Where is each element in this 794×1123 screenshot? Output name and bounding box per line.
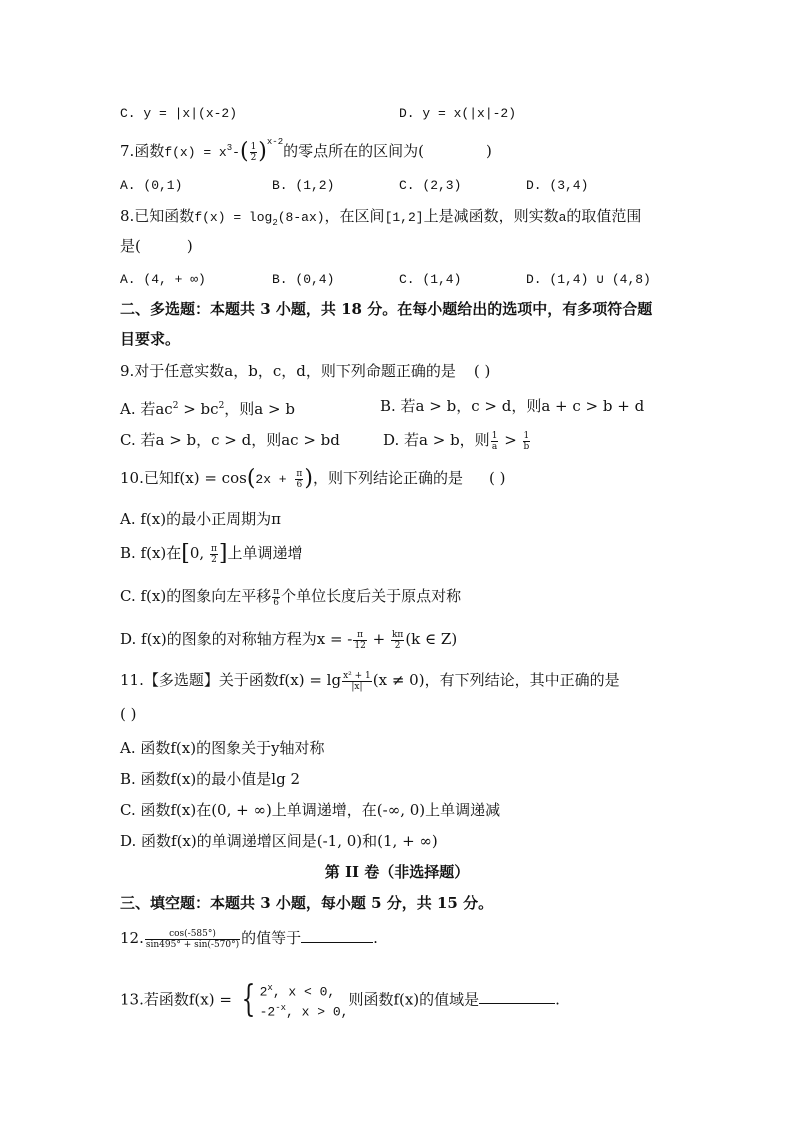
q6-option-d: D. y = x(|x|-2) [399, 106, 517, 121]
q9-a-exp2: 2 [218, 401, 225, 411]
q7-open-paren: ( [239, 139, 249, 164]
q9-d-frac1-num: 1 [491, 430, 498, 441]
q11-answer-paren: ( ) [120, 705, 137, 723]
q7-fraction [250, 142, 258, 163]
q13-cases [260, 980, 349, 1021]
q10-answer-paren: ( ) [488, 469, 506, 487]
q11-option-b: B. 函数f(x)的最小值是lg 2 [120, 770, 300, 788]
section2-title-line1: 二、多选题：本题共 3 小题，共 18 分。在每小题给出的选项中，有多项符合题 [120, 300, 653, 318]
q7-number: 7. [120, 142, 135, 160]
q8-log-base: 2 [272, 218, 278, 228]
q13-case2-cond: , x > 0, [286, 1004, 349, 1020]
q7-stem [120, 138, 492, 163]
q13-case1 [260, 980, 349, 1000]
q11-option-a: A. 函数f(x)的图象关于y轴对称 [120, 739, 325, 757]
q13-prefix: 13.若函数f(x) = [120, 990, 237, 1009]
q7-option-d: D. (3,4) [526, 178, 589, 193]
q10-pi-den: 6 [296, 479, 303, 490]
q10-open-paren: ( [246, 466, 256, 491]
q10-c-part2: 个单位长度后关于原点对称 [281, 587, 462, 605]
q10-c-part1: C. f(x)的图象向左平移 [120, 587, 272, 605]
q7-option-c: C. (2,3) [399, 178, 462, 193]
q10-d-frac2 [391, 630, 404, 651]
q9-option-d [383, 430, 531, 452]
q10-d-frac1 [353, 630, 366, 651]
q8-text-c: 上是减函数，则实数 [423, 207, 559, 225]
q8-prefix: 8.已知函数 [120, 207, 195, 225]
q7-exp3: 3 [226, 143, 233, 153]
q9-a-part2: > bc [178, 400, 219, 418]
q10-b-close-bracket: ] [218, 541, 228, 566]
q10-stem-part2: ，则下列结论正确的是 [312, 469, 463, 487]
q13-case2 [260, 1000, 349, 1020]
q12-stem [120, 928, 378, 950]
q9-d-frac1-den: a [491, 441, 498, 452]
q7-frac-num: 1 [250, 141, 257, 152]
q8-option-b: B. (0,4) [272, 272, 335, 287]
q8-option-d: D. (1,4) ∪ (4,8) [526, 272, 651, 287]
q8-line2: 是( [120, 237, 141, 255]
q10-inner: 2x + [255, 472, 295, 487]
q11-stem-part1: 11.【多选题】关于函数f(x) = lg [120, 671, 342, 689]
q10-close-paren: ) [304, 466, 313, 491]
q7-answer-paren: ) [485, 142, 492, 160]
q13-brace: { [241, 979, 256, 1021]
q10-b-part1: B. f(x)在 [120, 544, 182, 562]
q11-option-c: C. 函数f(x)在(0, + ∞)上单调递增，在(-∞, 0)上单调递减 [120, 801, 501, 819]
q10-option-c [120, 586, 461, 608]
q9-d-frac2-num: 1 [523, 430, 530, 441]
q10-c-pi-den: 6 [273, 597, 280, 608]
q10-option-a: A. f(x)的最小正周期为π [120, 510, 281, 528]
q10-b-interval-start: 0, [189, 544, 209, 562]
q9-d-part1: D. 若a > b，则 [383, 431, 490, 449]
q9-option-c: C. 若a > b，c > d，则ac > bd [120, 431, 340, 449]
q7-prefix: 函数 [134, 142, 165, 160]
q8-answer-paren: ) [186, 237, 193, 255]
q11-frac-den: |x| [351, 681, 363, 692]
q10-d-frac1-den: 12 [354, 640, 366, 651]
q10-c-frac [272, 587, 280, 608]
q13-end: . [555, 990, 560, 1009]
q12-frac-den: sin495° + sin(-570°) [145, 939, 240, 950]
q7-frac-den: 2 [250, 152, 257, 163]
q13-case1-base: 2 [259, 984, 268, 1000]
q13-suffix: 则函数f(x)的值域是 [348, 990, 480, 1009]
q13-case1-exp: x [267, 983, 273, 993]
q8-option-a: A. (4, + ∞) [120, 272, 206, 287]
q7-exponent: x-2 [266, 137, 284, 147]
q11-frac [342, 671, 372, 692]
q6-option-c: C. y = |x|(x-2) [120, 106, 238, 121]
section3-title: 三、填空题：本题共 3 小题，每小题 5 分，共 15 分。 [120, 894, 494, 912]
q7-option-b: B. (1,2) [272, 178, 335, 193]
q7-minus: - [232, 145, 240, 160]
q10-b-open-bracket: [ [181, 541, 190, 566]
q8-text-d: 的取值范围 [566, 207, 642, 225]
q10-stem [120, 468, 505, 490]
q8-text-b: ，在区间 [324, 207, 385, 225]
q7-function: f(x) = x [164, 145, 227, 160]
part2-title: 第 II 卷（非选择题） [324, 863, 470, 881]
q8-stem-line2 [120, 236, 193, 256]
q11-stem [120, 670, 620, 692]
q9-a-part1: A. 若ac [120, 400, 173, 418]
q10-d-plus: + [367, 630, 390, 648]
q11-frac-num: x² + 1 [343, 670, 371, 681]
q7-close-paren: ) [258, 139, 267, 164]
q8-function: f(x) = log [194, 210, 273, 225]
q12-suffix: 的值等于 [241, 929, 302, 947]
section2-title-line2: 目要求。 [120, 330, 181, 348]
q10-d-part1: D. f(x)的图象的对称轴方程为x = - [120, 630, 353, 648]
q10-c-pi-num: π [273, 586, 280, 597]
q10-b-pi-num: π [210, 543, 217, 554]
q7-suffix: 的零点所在的区间为( [283, 142, 424, 160]
q10-option-d [120, 629, 457, 651]
q9-option-b: B. 若a > b，c > d，则a + c > b + d [380, 397, 645, 415]
q9-option-a [120, 396, 295, 419]
q12-number: 12. [120, 929, 144, 947]
q10-d-frac2-den: 2 [394, 640, 401, 651]
q10-stem-part1: 10.已知f(x) = cos [120, 469, 247, 487]
q9-d-gt: > [499, 431, 522, 449]
q7-option-a: A. (0,1) [120, 178, 183, 193]
q13-answer-blank[interactable] [479, 989, 555, 1004]
q9-a-exp1: 2 [172, 401, 179, 411]
q10-d-frac2-num: kπ [391, 629, 404, 640]
q12-frac-num: cos(-585°) [145, 929, 240, 940]
q13-stem [120, 980, 560, 1021]
q13-case1-cond: , x < 0, [272, 984, 336, 1000]
q9-a-part3: ，则a > b [224, 400, 295, 418]
q12-frac [145, 929, 240, 950]
q10-pi-num: π [296, 468, 303, 479]
q8-stem-line1 [120, 206, 641, 233]
q9-stem [120, 361, 490, 381]
q10-d-frac1-num: π [353, 630, 366, 641]
q13-case2-base: -2 [259, 1004, 276, 1020]
q9-answer-paren: ( ) [473, 362, 491, 380]
q10-option-b [120, 543, 303, 565]
q12-answer-blank[interactable] [301, 928, 373, 943]
q8-log-arg: (8-ax) [277, 210, 325, 225]
q10-d-part2: (k ∈ Z) [405, 630, 458, 648]
q8-interval: [1,2] [384, 210, 424, 225]
q10-b-pi-den: 2 [211, 554, 217, 565]
q8-option-c: C. (1,4) [399, 272, 462, 287]
q11-stem-part2: (x ≠ 0)，有下列结论，其中正确的是 [372, 671, 620, 689]
q12-end: . [373, 929, 378, 947]
q9-stem-text: 9.对于任意实数a，b，c，d，则下列命题正确的是 [120, 362, 456, 380]
q10-pi-frac [295, 469, 303, 490]
q9-d-frac1 [491, 431, 499, 452]
q10-b-part2: 上单调递增 [227, 544, 303, 562]
q9-d-frac2 [523, 431, 531, 452]
q13-case2-exp: -x [275, 1003, 287, 1014]
q9-d-frac2-den: b [523, 441, 530, 452]
q10-b-frac [210, 544, 218, 565]
q11-option-d: D. 函数f(x)的单调递增区间是(-1, 0)和(1, + ∞) [120, 832, 438, 850]
q8-variable: a [558, 210, 567, 225]
